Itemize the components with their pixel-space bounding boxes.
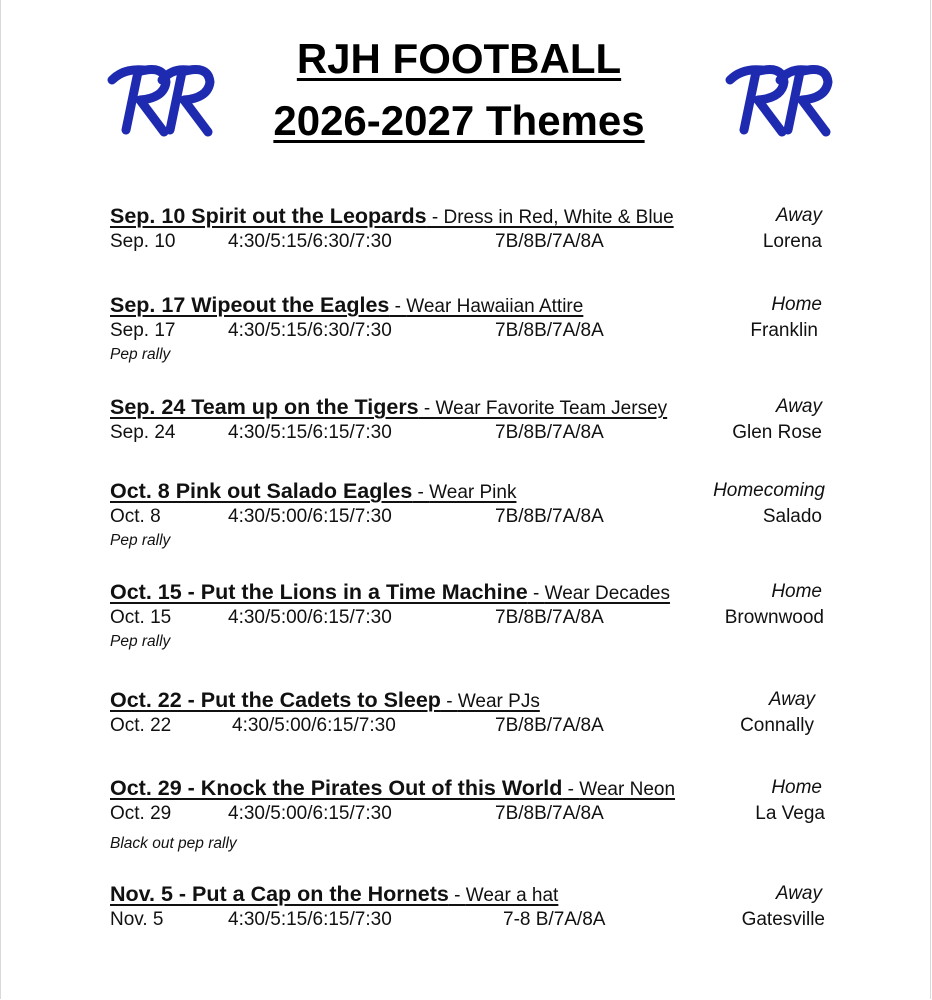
- game-headline-text: [110, 579, 670, 607]
- game-separator: -: [440, 691, 458, 712]
- game-headline-text: [110, 775, 675, 803]
- game-headline: [110, 292, 830, 318]
- game-teams: 7B/8B/7A/8A: [495, 320, 604, 341]
- game-details: [110, 318, 830, 344]
- game-times: 4:30/5:15/6:15/7:30: [228, 909, 392, 930]
- game-site: Home: [771, 294, 822, 315]
- game-headline-text: [110, 394, 667, 422]
- game-site: Homecoming: [713, 480, 825, 501]
- game-theme: Wear PJs: [457, 691, 540, 712]
- game-times: 4:30/5:00/6:15/7:30: [228, 506, 392, 527]
- game-entry: [110, 394, 830, 446]
- game-opponent: Salado: [762, 506, 822, 527]
- game-theme: Wear Hawaiian Attire: [406, 296, 584, 317]
- game-date: Oct. 15: [110, 607, 172, 628]
- game-headline: [110, 881, 830, 907]
- game-headline: [110, 775, 830, 801]
- game-details: [110, 504, 830, 530]
- game-site: Away: [775, 205, 822, 226]
- game-theme: Dress in Red, White & Blue: [443, 207, 674, 228]
- game-headline: [110, 394, 830, 420]
- game-note: Pep rally: [110, 532, 171, 549]
- game-headline: [110, 687, 830, 713]
- game-headline: [110, 478, 830, 504]
- game-separator: -: [426, 207, 444, 228]
- game-note: Black out pep rally: [110, 835, 237, 852]
- game-date: Sep. 24: [110, 422, 176, 443]
- game-entry: [110, 579, 830, 653]
- game-theme: Wear Favorite Team Jersey: [435, 398, 668, 419]
- game-date: Nov. 5: [110, 909, 164, 930]
- game-site: Home: [771, 581, 822, 602]
- game-details: [110, 420, 830, 446]
- game-separator: -: [389, 296, 407, 317]
- game-headline-text: [110, 881, 558, 909]
- game-title: Oct. 29 - Knock the Pirates Out of this World: [110, 776, 563, 800]
- game-separator: -: [448, 885, 466, 906]
- game-headline-text: [110, 203, 674, 231]
- game-title: Nov. 5 - Put a Cap on the Hornets: [110, 882, 449, 906]
- game-times: 4:30/5:15/6:30/7:30: [228, 320, 392, 341]
- game-opponent: Franklin: [750, 320, 818, 341]
- game-date: Oct. 22: [110, 715, 172, 736]
- game-details: [110, 907, 830, 933]
- game-date: Sep. 10: [110, 231, 176, 252]
- game-times: 4:30/5:15/6:15/7:30: [228, 422, 392, 443]
- game-site: Away: [775, 883, 822, 904]
- game-details: [110, 713, 830, 739]
- game-title: Sep. 17 Wipeout the Eagles: [110, 293, 390, 317]
- game-entry: [110, 292, 830, 366]
- game-opponent: Connally: [740, 715, 814, 736]
- game-opponent: Lorena: [762, 231, 822, 252]
- game-date: Oct. 8: [110, 506, 161, 527]
- game-teams: 7B/8B/7A/8A: [495, 506, 604, 527]
- game-entry: [110, 478, 830, 552]
- game-separator: -: [527, 583, 545, 604]
- game-headline: [110, 579, 830, 605]
- game-title: Oct. 22 - Put the Cadets to Sleep: [110, 688, 441, 712]
- game-entry: [110, 881, 830, 933]
- game-opponent: La Vega: [755, 803, 825, 824]
- game-details: [110, 605, 830, 631]
- game-times: 4:30/5:00/6:15/7:30: [228, 607, 392, 628]
- game-teams: 7-8 B/7A/8A: [503, 909, 606, 930]
- game-note: Pep rally: [110, 633, 171, 650]
- game-theme: Wear Pink: [429, 482, 517, 503]
- game-theme: Wear a hat: [465, 885, 559, 906]
- game-site: Away: [768, 689, 815, 710]
- game-title: Sep. 24 Team up on the Tigers: [110, 395, 419, 419]
- game-separator: -: [562, 779, 580, 800]
- game-headline: [110, 203, 830, 229]
- game-note: Pep rally: [110, 346, 171, 363]
- game-details: [110, 229, 830, 255]
- game-opponent: Gatesville: [741, 909, 825, 930]
- game-times: 4:30/5:15/6:30/7:30: [228, 231, 392, 252]
- game-date: Oct. 29: [110, 803, 172, 824]
- game-site: Away: [775, 396, 822, 417]
- game-headline-text: [110, 478, 516, 506]
- game-separator: -: [418, 398, 436, 419]
- game-teams: 7B/8B/7A/8A: [495, 607, 604, 628]
- game-entry: [110, 775, 830, 855]
- game-theme: Wear Decades: [544, 583, 670, 604]
- game-teams: 7B/8B/7A/8A: [495, 422, 604, 443]
- game-separator: -: [412, 482, 430, 503]
- game-entry: [110, 687, 830, 739]
- game-entry: [110, 203, 830, 255]
- game-title: Oct. 15 - Put the Lions in a Time Machine: [110, 580, 528, 604]
- game-opponent: Brownwood: [724, 607, 824, 628]
- game-details: [110, 801, 830, 827]
- game-opponent: Glen Rose: [732, 422, 822, 443]
- game-headline-text: [110, 292, 583, 320]
- page-subtitle: 2026-2027 Themes: [273, 97, 645, 144]
- game-theme: Wear Neon: [579, 779, 676, 800]
- game-title: Sep. 10 Spirit out the Leopards: [110, 204, 427, 228]
- game-date: Sep. 17: [110, 320, 176, 341]
- game-times: 4:30/5:00/6:15/7:30: [228, 803, 392, 824]
- game-teams: 7B/8B/7A/8A: [495, 231, 604, 252]
- game-title: Oct. 8 Pink out Salado Eagles: [110, 479, 413, 503]
- game-headline-text: [110, 687, 540, 715]
- game-teams: 7B/8B/7A/8A: [495, 803, 604, 824]
- page-title: RJH FOOTBALL: [296, 35, 622, 82]
- game-times: 4:30/5:00/6:15/7:30: [232, 715, 396, 736]
- game-teams: 7B/8B/7A/8A: [495, 715, 604, 736]
- game-site: Home: [771, 777, 822, 798]
